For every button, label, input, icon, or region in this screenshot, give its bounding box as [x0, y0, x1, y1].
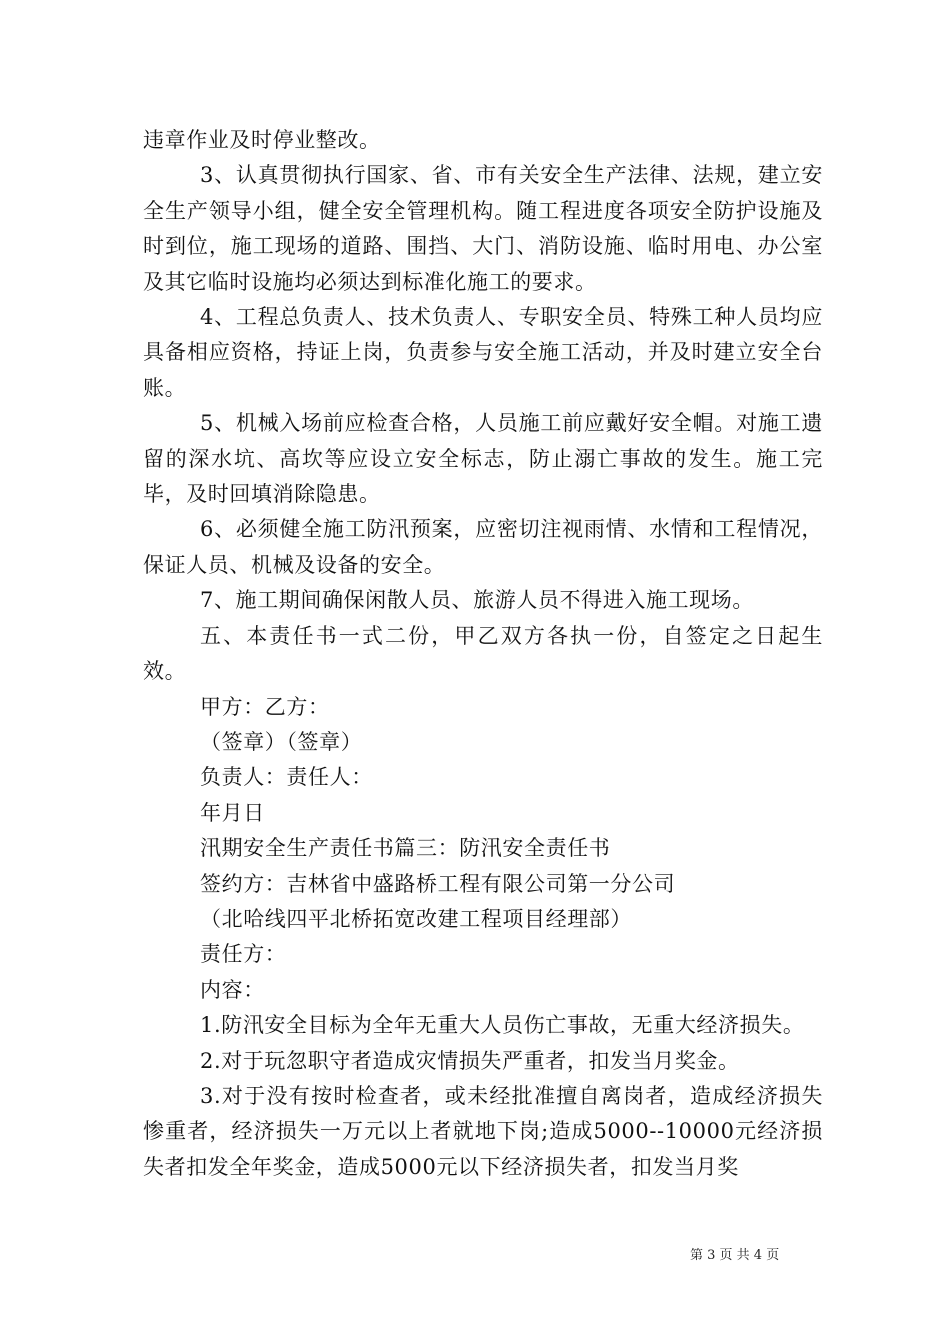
paragraph-item-6: 6、必须健全施工防汛预案，应密切注视雨情、水情和工程情况，保证人员、机械及设备的安全。 [143, 517, 823, 577]
date-line: 年月日 [200, 800, 265, 825]
paragraph-section-five: 五、本责任书一式二份，甲乙双方各执一份，自签定之日起生效。 [143, 623, 823, 684]
responsible-party-line: 责任方： [200, 942, 287, 967]
document-body [143, 123, 823, 1185]
project-dept-line: （北哈线四平北桥拓宽改建工程项目经理部） [200, 906, 632, 931]
party-line: 甲方：乙方： [200, 694, 330, 719]
content-item-1: 1.防汛安全目标为全年无重大人员伤亡事故，无重大经济损失。 [200, 1013, 805, 1038]
paragraph-item-4: 4、工程总负责人、技术负责人、专职安全员、特殊工种人员均应具备相应资格，持证上岗，负责参与安全施工活动，并及时建立安全台账。 [143, 305, 823, 400]
paragraph-item-3: 3、认真贯彻执行国家、省、市有关安全生产法律、法规，建立安全生产领导小组，健全安全管理机构。随工程进度各项安全防护设施及时到位，施工现场的道路、围挡、大门、消防设施、临时用电、办公室及其它临时设施均必须达到标准化施工的要求。 [143, 163, 823, 294]
content-heading: 内容： [200, 977, 265, 1002]
paragraph-item-7: 7、施工期间确保闲散人员、旅游人员不得进入施工现场。 [200, 588, 754, 613]
content-item-2: 2.对于玩忽职守者造成灾情损失严重者，扣发当月奖金。 [200, 1048, 740, 1073]
responsible-person-line: 负责人：责任人： [200, 765, 373, 790]
paragraph-continuation: 违章作业及时停业整改。 [143, 128, 381, 152]
content-item-3: 3.对于没有按时检查者，或未经批准擅自离岗者，造成经济损失惨重者，经济损失一万元以上者就地下岗;造成5000--10000元经济损失者扣发全年奖金，造成5000元以下经济损失者，扣发当月奖 [143, 1083, 823, 1179]
paragraph-item-5: 5、机械入场前应检查合格，人员施工前应戴好安全帽。对施工遗留的深水坑、高坎等应设立安全标志，防止溺亡事故的发生。施工完毕，及时回填消除隐患。 [143, 411, 823, 507]
signing-party-line: 签约方：吉林省中盛路桥工程有限公司第一分公司 [200, 871, 676, 896]
section-title: 汛期安全生产责任书篇三：防汛安全责任书 [200, 836, 611, 861]
seal-line: （签章）（签章） [200, 729, 363, 754]
page-number: 第 3 页 共 4 页 [690, 1248, 780, 1263]
